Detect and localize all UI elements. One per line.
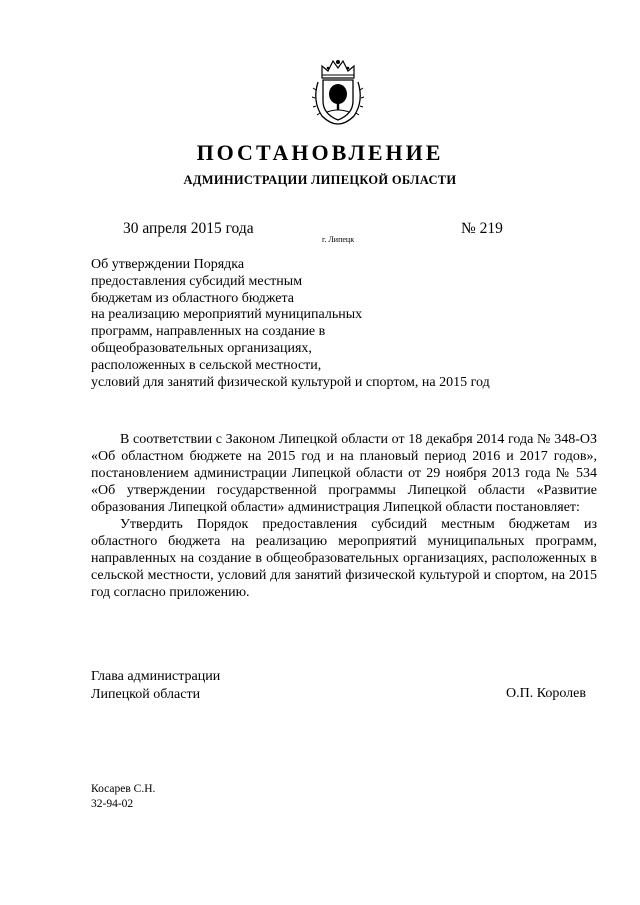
- subject-line: Об утверждении Порядка: [91, 257, 245, 272]
- resolution-paragraph: Утвердить Порядок предоставления субсидий местным бюджетам из областного бюджета на реализацию мероприятий муниципальных программ, направленных на создание в общеобразовательных организациях, расположенных в сельской местности, условий для занятий физической культурой и спортом, на 2015 год согласно приложению.: [91, 517, 597, 600]
- subject-line: расположенных в сельской местности,: [91, 357, 322, 373]
- coat-of-arms-icon: [308, 56, 368, 126]
- signatory-title-line: Глава администрации: [91, 669, 221, 684]
- subject-line: программ, направленных на создание в: [91, 324, 326, 340]
- document-type-title: ПОСТАНОВЛЕНИЕ: [196, 140, 444, 165]
- issuing-authority: АДМИНИСТРАЦИИ ЛИПЕЦКОЙ ОБЛАСТИ: [183, 173, 457, 187]
- preamble-paragraph: В соответствии с Законом Липецкой области от 18 декабря 2014 года № 348-ОЗ «Об областном бюджете на 2015 год и на плановый период 2016 и 2017 годов», постановлением администрации Липецкой области от 29 ноября 2013 года № 534 «Об утверждении государственной программы Липецкой области «Развитие образования Липецкой области» администрация Липецкой области постановляет:: [91, 432, 597, 515]
- subject-line: на реализацию мероприятий муниципальных: [91, 307, 363, 323]
- signatory-title: [91, 668, 220, 704]
- document-body: [91, 431, 597, 601]
- document-number: № 219: [461, 220, 503, 237]
- signatory-title-line: Липецкой области: [91, 687, 201, 702]
- executor-info: [91, 782, 155, 812]
- executor-phone: 32-94-02: [91, 798, 134, 810]
- executor-name: Косарев С.Н.: [91, 783, 156, 795]
- document-place: г. Липецк: [322, 235, 355, 244]
- subject-line: условий для занятий физической культурой и спортом, на 2015 год: [91, 374, 490, 390]
- document-subject: [91, 257, 551, 391]
- subject-line: бюджетам из областного бюджета: [91, 290, 294, 306]
- subject-line: предоставления субсидий местным: [91, 273, 303, 289]
- subject-line: общеобразовательных организациях,: [91, 340, 312, 356]
- signatory-name: О.П. Королев: [506, 686, 586, 701]
- document-date: 30 апреля 2015 года: [123, 220, 254, 237]
